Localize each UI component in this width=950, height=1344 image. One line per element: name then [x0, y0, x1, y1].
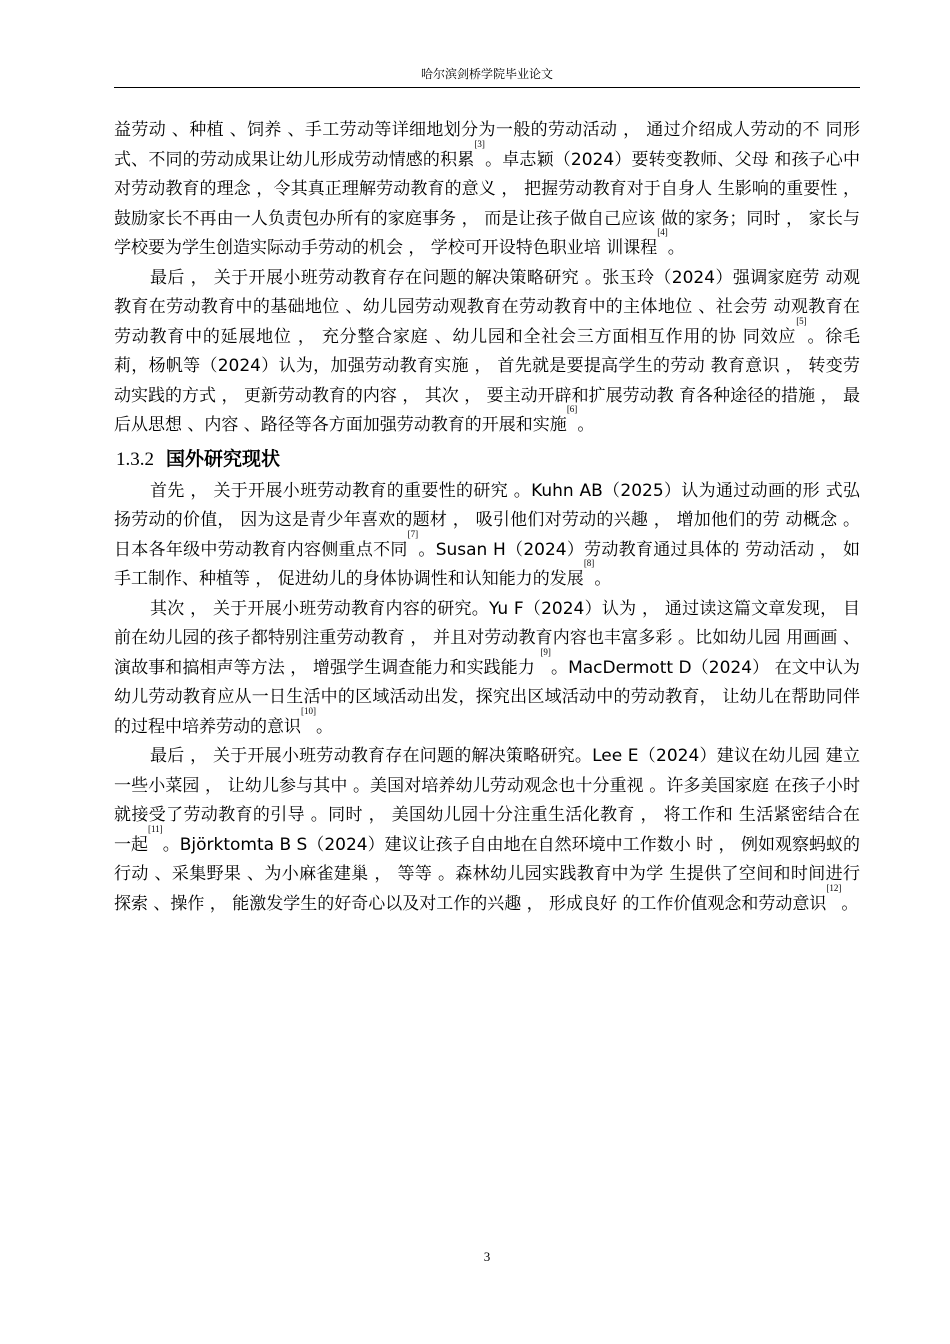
paragraph-text: 其次 ， 关于开展小班劳动教育内容的研究。Yu F（2024）认为 ， 通过读这篇文章发现， 目前在幼儿园的孩子都特别注重劳动教育 ， 并且对劳动教育内容也丰富多彩 。比如幼儿园 用画画 、演故事和搞相声等方法 ， 增强学生调查能力和实践能力 [114, 598, 860, 678]
paragraph-text: 。 [594, 569, 612, 589]
header-rule [114, 87, 860, 88]
paragraph-text: 。徐毛莉，杨帆等（2024）认为，加强劳动教育实施 ， 首先就是要提高学生的劳动 教育意识 ， 转变劳动实践的方式 ， 更新劳动教育的内容 ， 其次 ， 要主动开辟和扩展劳动教 育各种途径的措施 ， 最后从思想 、内容 、路径等各方面加强劳动教育的开展和实施 [114, 326, 860, 435]
citation-marker: [3] [474, 138, 485, 149]
body-text [114, 116, 860, 919]
paragraph-text: 。 [667, 238, 685, 258]
paragraphs-bottom [114, 477, 860, 920]
paragraph-text: 首先 ， 关于开展小班劳动教育的重要性的研究 。Kuhn AB（2025）认为通过动画的形 式弘扬劳动的价值， 因为这是青少年喜欢的题材 ， 吸引他们对劳动的兴趣 ， 增加他们的劳 动概念 。日本各年级中劳动教育内容侧重点不同 [114, 480, 860, 560]
section-number: 1.3.2 [116, 448, 154, 470]
paragraph [114, 477, 860, 595]
paragraph [114, 595, 860, 743]
citation-marker: [4] [657, 227, 668, 237]
paragraph-text: 。卓志颖（2024）要转变教师、父母 和孩子心中对劳动教育的理念 ，令其真正理解劳动教育的意义 ， 把握劳动教育对于自身人 生影响的重要性 ， 鼓励家长不再由一人负责包办所有的家庭事务 ， 而是让孩子做自己应该 做的家务；同时 ， 家长与学校要为学生创造实际动手劳动的机会 ， 学校可开设特色职业培 训课程 [114, 149, 861, 258]
citation-marker: [8] [583, 558, 595, 568]
paragraph-text: 。Susan H（2024）劳动教育通过具体的 劳动活动 ， 如手工制作、种植等 ， 促进幼儿的身体协调性和认知能力的发展 [114, 539, 860, 589]
paragraph [114, 116, 860, 264]
citation-marker: [10] [301, 705, 316, 716]
paragraph-text: 。Björktomta B S（2024）建议让孩子自由地在自然环境中工作数小 时 ， 例如观察蚂蚁的行动 、采集野果 、为小麻雀建巢 ， 等等 。森林幼儿园实践教育中为学 生提供了空间和时间进行探索 、操作 ， 能激发学生的好奇心以及对工作的兴趣 ， 形成良好 的工作价值观念和劳动意识 [114, 834, 860, 914]
paragraph-text: 益劳动 、种植 、饲养 、手工劳动等详细地划分为一般的劳动活动 ， 通过介绍成人劳动的不 同形式、不同的劳动成果让幼儿形成劳动情感的积累 [114, 120, 860, 170]
paragraph-text: 。 [316, 716, 333, 737]
citation-marker: [5] [796, 315, 807, 326]
paragraphs-top [114, 116, 860, 441]
paragraph-text: 。MacDermott D（2024） 在文中认为幼儿劳动教育应从一日生活中的区域活动出发，探究出区域活动中的劳动教育， 让幼儿在帮助同伴的过程中培养劳动的意识 [114, 657, 861, 737]
paragraph-text: 最后 ， 关于开展小班劳动教育存在问题的解决策略研究 。张玉玲（2024）强调家庭劳 动观教育在劳动教育中的基础地位 、幼儿园劳动观教育在劳动教育中的主体地位 、社会劳 动观教育在劳动教育中的延展地位 ， 充分整合家庭 、幼儿园和全社会三方面相互作用的协 同效应 [114, 267, 860, 347]
section-title: 国外研究现状 [166, 447, 281, 470]
page-number: 3 [483, 1249, 491, 1264]
citation-marker: [9] [540, 646, 551, 657]
paragraph [114, 742, 860, 919]
paragraph-text: 最后 ， 关于开展小班劳动教育存在问题的解决策略研究。Lee E（2024）建议在幼儿园 建立一些小菜园 ， 让幼儿参与其中 。美国对培养幼儿劳动观念也十分重视 。许多美国家庭 在孩子小时就接受了劳动教育的引导 。同时 ， 美国幼儿园十分注重生活化教育 ， 将工作和 生活紧密结合在一起 [114, 746, 860, 855]
citation-marker: [11] [148, 823, 163, 834]
paragraph [114, 264, 860, 441]
citation-marker: [6] [566, 404, 578, 414]
citation-marker: [12] [826, 882, 842, 893]
section-heading [114, 441, 860, 477]
paragraph-text: 。 [841, 893, 859, 914]
paragraph-text: 。 [577, 415, 595, 435]
page-header-title: 哈尔滨剑桥学院毕业论文 [420, 67, 553, 81]
citation-marker: [7] [407, 528, 419, 539]
